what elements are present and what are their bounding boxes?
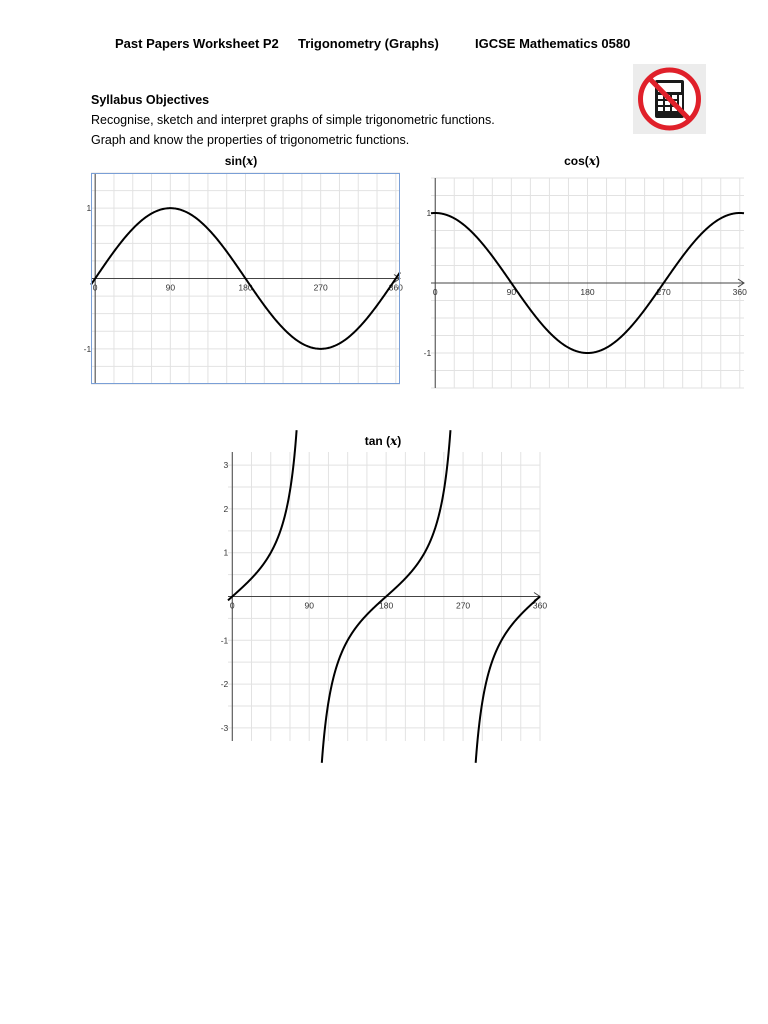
y-tick-label: 1: [223, 547, 229, 558]
y-tick-label: -3: [220, 722, 229, 733]
page-header: [0, 36, 768, 56]
x-tick-label: 180: [580, 287, 595, 297]
y-tick-label: -1: [423, 348, 432, 358]
course-title: IGCSE Mathematics 0580: [475, 36, 631, 51]
x-tick-label: 90: [304, 600, 314, 611]
objective-line-2: Graph and know the properties of trigonometric functions.: [91, 133, 410, 147]
y-tick-label: -2: [220, 679, 229, 690]
y-tick-label: 1: [426, 208, 432, 218]
objective-line-1: Recognise, sketch and interpret graphs of simple trigonometric functions.: [91, 113, 495, 127]
x-tick-label: 360: [532, 600, 548, 611]
worksheet-title: Past Papers Worksheet P2: [115, 36, 279, 51]
sin-graph-title: sin(x): [224, 154, 258, 168]
x-tick-label: 0: [229, 600, 235, 611]
series-line: [476, 597, 540, 763]
no-calculator-icon: [633, 64, 706, 134]
y-tick-label: 2: [223, 503, 229, 514]
x-tick-label: 360: [388, 282, 403, 293]
y-tick-label: -1: [220, 635, 229, 646]
y-tick-label: 1: [86, 203, 92, 214]
x-tick-label: 270: [656, 287, 671, 297]
tan-graph-title: tan (x): [364, 434, 402, 448]
sin-graph: [83, 173, 403, 384]
x-tick-label: 270: [313, 282, 328, 293]
x-tick-label: 90: [165, 282, 176, 293]
x-tick-label: 180: [238, 282, 253, 293]
cos-graph-title: cos(x): [564, 154, 600, 168]
x-tick-label: 360: [732, 287, 747, 297]
x-tick-label: 270: [455, 600, 471, 611]
objectives-title: Syllabus Objectives: [91, 93, 210, 107]
x-tick-label: 180: [379, 600, 394, 611]
x-tick-label: 0: [432, 287, 438, 297]
y-tick-label: 3: [223, 460, 229, 471]
y-tick-label: -1: [83, 343, 92, 354]
tan-graph: [220, 452, 548, 741]
cos-graph: [423, 178, 747, 388]
topic-title: Trigonometry (Graphs): [298, 36, 439, 51]
x-tick-label: 90: [506, 287, 517, 297]
x-tick-label: 0: [92, 282, 98, 293]
